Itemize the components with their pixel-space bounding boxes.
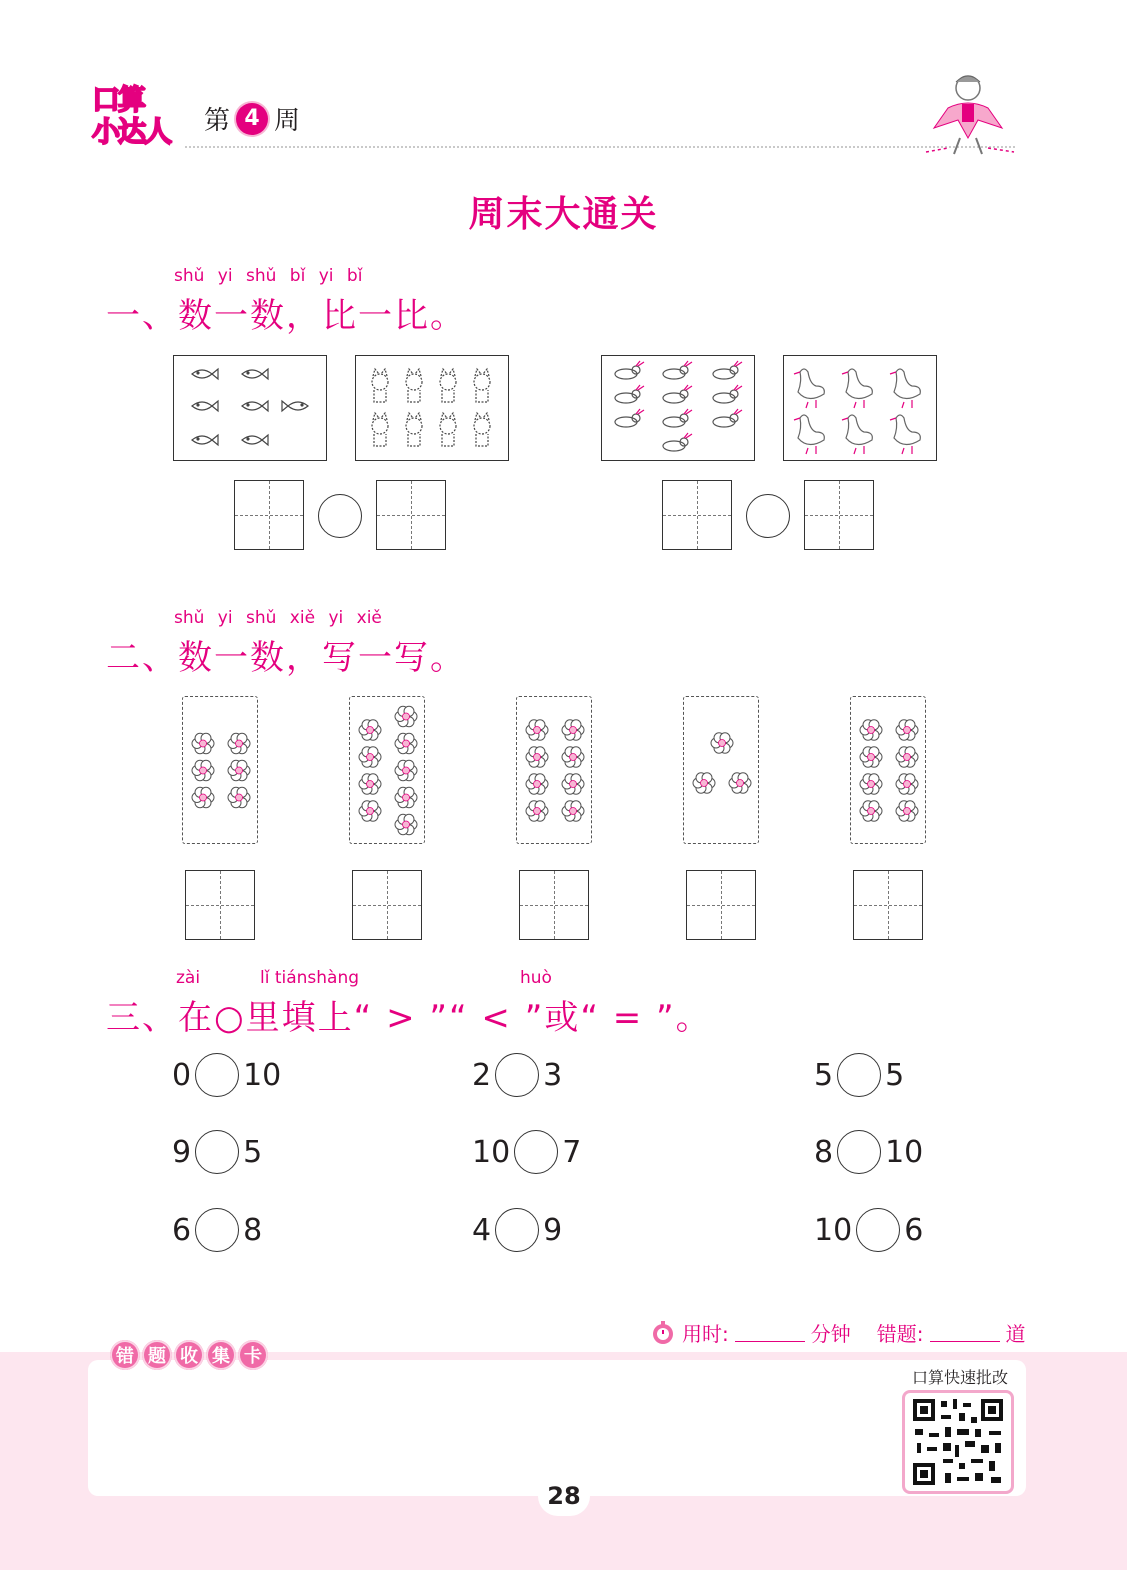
time-label: 用时: (682, 1322, 729, 1346)
answer-circle[interactable] (514, 1130, 558, 1174)
fish-icons (192, 369, 308, 445)
ineq-right: 5 (243, 1134, 263, 1170)
flower-icon (896, 720, 918, 740)
time-blank[interactable] (735, 1323, 805, 1342)
flower-icon (395, 814, 417, 834)
flowers-5 (851, 697, 927, 845)
page-title: 周末大通关 (468, 194, 659, 235)
flower-icon (228, 760, 250, 780)
flowers-4 (684, 697, 760, 845)
answer-circle[interactable] (837, 1053, 881, 1097)
section2-heading: 二、数一数，写一写。 (106, 638, 466, 678)
flower-icon (693, 773, 715, 793)
ineq-left: 8 (814, 1134, 834, 1170)
answer-box-geese[interactable] (804, 480, 874, 550)
week-number-badge: 4 (236, 103, 268, 135)
tab-char: 错 (110, 1340, 140, 1370)
flower-icon (526, 774, 548, 794)
qr-code-icon[interactable] (905, 1393, 1011, 1491)
flower-card-3 (516, 696, 592, 844)
flowers-3 (517, 697, 593, 845)
cat-icons (372, 369, 490, 446)
inequality-9 (814, 1208, 923, 1252)
inequality-5 (472, 1130, 581, 1174)
section3-pinyin-li: lǐ tiánshàng (260, 968, 360, 988)
logo-line2: 小达人 (92, 115, 171, 148)
answer-box-rabbits[interactable] (662, 480, 732, 550)
tab-char: 卡 (238, 1340, 268, 1370)
ineq-left: 10 (814, 1212, 853, 1248)
inequality-4 (172, 1130, 262, 1174)
flower-icon (896, 747, 918, 767)
answer-circle[interactable] (195, 1208, 239, 1252)
flower-card-4 (683, 696, 759, 844)
errors-unit: 道 (1005, 1322, 1026, 1346)
flower-icon (526, 801, 548, 821)
ineq-right: 6 (904, 1212, 924, 1248)
flower-icon (562, 801, 584, 821)
logo-line1: 口算 (92, 83, 145, 116)
section3-pinyin-zai: zài (176, 968, 201, 988)
answer-box-flowers-4[interactable] (686, 870, 756, 940)
week-label (204, 100, 300, 137)
answer-box-flowers-2[interactable] (352, 870, 422, 940)
tab-char: 收 (174, 1340, 204, 1370)
tab-char: 集 (206, 1340, 236, 1370)
timer-row (650, 1318, 1026, 1347)
flower-icon (359, 774, 381, 794)
mascot-illustration (918, 68, 1018, 160)
qr-label: 口算快速批改 (911, 1368, 1008, 1387)
inequality-6 (814, 1130, 923, 1174)
ineq-right: 3 (543, 1057, 563, 1093)
answer-box-flowers-1[interactable] (185, 870, 255, 940)
section2-pinyin: shǔ yi shǔ xiě yi xiě (174, 608, 382, 628)
error-card-tab (110, 1340, 268, 1370)
ineq-right: 8 (243, 1212, 263, 1248)
flower-card-5 (850, 696, 926, 844)
flower-icon (192, 760, 214, 780)
flower-icon (729, 773, 751, 793)
flower-icon (860, 720, 882, 740)
answer-box-fish[interactable] (234, 480, 304, 550)
ineq-left: 0 (172, 1057, 192, 1093)
flowers-2 (350, 697, 426, 845)
inequality-2 (472, 1053, 562, 1097)
answer-box-flowers-5[interactable] (853, 870, 923, 940)
header-divider (185, 146, 1015, 148)
flower-icon (359, 747, 381, 767)
ineq-left: 9 (172, 1134, 192, 1170)
ineq-left: 10 (472, 1134, 511, 1170)
answer-circle[interactable] (495, 1053, 539, 1097)
inequality-7 (172, 1208, 262, 1252)
flower-card-1 (182, 696, 258, 844)
compare-circle-1[interactable] (318, 494, 362, 538)
week-suffix: 周 (274, 106, 301, 136)
flower-icon (860, 747, 882, 767)
flower-icon (526, 720, 548, 740)
logo (92, 82, 184, 152)
answer-circle[interactable] (495, 1208, 539, 1252)
page-number: 28 (538, 1476, 590, 1516)
flower-icon (395, 760, 417, 780)
ineq-left: 5 (814, 1057, 834, 1093)
ineq-right: 10 (885, 1134, 924, 1170)
answer-box-cats[interactable] (376, 480, 446, 550)
answer-circle[interactable] (856, 1208, 900, 1252)
flower-icon (395, 733, 417, 753)
flower-icon (395, 787, 417, 807)
inequality-3 (814, 1053, 904, 1097)
ineq-left: 2 (472, 1057, 492, 1093)
section3-heading: 三、在○里填上“ > ”“ < ”或“ = ”。 (106, 998, 712, 1038)
section1-pinyin: shǔ yi shǔ bǐ yi bǐ (174, 266, 363, 286)
flower-icon (192, 733, 214, 753)
errors-blank[interactable] (930, 1323, 1000, 1342)
flowers-1 (183, 697, 259, 845)
inequality-8 (472, 1208, 562, 1252)
ineq-right: 5 (885, 1057, 905, 1093)
flower-icon (896, 774, 918, 794)
flower-icon (562, 747, 584, 767)
flower-icon (359, 720, 381, 740)
errors-label: 错题: (876, 1322, 924, 1346)
answer-circle[interactable] (195, 1130, 239, 1174)
ineq-right: 7 (562, 1134, 582, 1170)
ineq-left: 6 (172, 1212, 192, 1248)
picture-box-cats (355, 355, 509, 461)
flower-icon (395, 706, 417, 726)
ineq-right: 10 (243, 1057, 282, 1093)
flower-icon (860, 801, 882, 821)
picture-box-geese (783, 355, 937, 461)
flower-icon (860, 774, 882, 794)
flower-icon (896, 801, 918, 821)
section3-pinyin-huo: huò (520, 968, 552, 988)
section1-heading: 一、数一数，比一比。 (106, 296, 466, 336)
flower-icon (562, 774, 584, 794)
flower-icon (526, 747, 548, 767)
ineq-left: 4 (472, 1212, 492, 1248)
flower-icon (711, 733, 733, 753)
qr-frame (902, 1390, 1014, 1494)
picture-box-fish (173, 355, 327, 461)
compare-circle-2[interactable] (746, 494, 790, 538)
qr-section (902, 1365, 1018, 1491)
flower-icon (562, 720, 584, 740)
minutes-label: 分钟 (810, 1322, 851, 1346)
answer-circle[interactable] (837, 1130, 881, 1174)
picture-box-rabbits (601, 355, 755, 461)
answer-circle[interactable] (195, 1053, 239, 1097)
tab-char: 题 (142, 1340, 172, 1370)
inequality-1 (172, 1053, 281, 1097)
flower-card-2 (349, 696, 425, 844)
answer-box-flowers-3[interactable] (519, 870, 589, 940)
rabbit-icons (615, 361, 742, 451)
week-prefix: 第 (204, 106, 231, 136)
flower-icon (192, 787, 214, 807)
flower-icon (228, 733, 250, 753)
flower-icon (228, 787, 250, 807)
ineq-right: 9 (543, 1212, 563, 1248)
goose-icons (794, 369, 920, 454)
flower-icon (359, 801, 381, 821)
stopwatch-icon (650, 1320, 676, 1346)
